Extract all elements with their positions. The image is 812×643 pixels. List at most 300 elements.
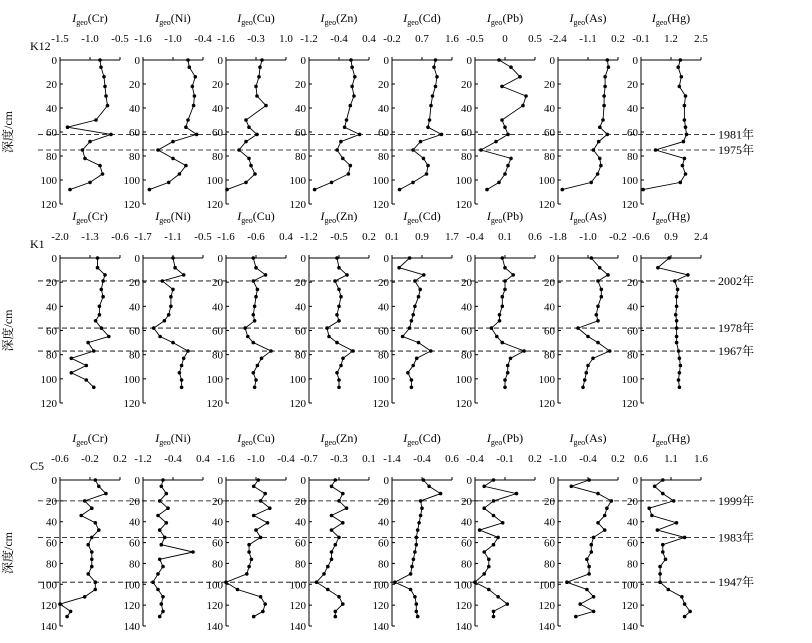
data-point (487, 558, 491, 562)
data-point (158, 528, 162, 532)
data-point (104, 492, 108, 496)
panel-cd-k12 (373, 11, 460, 211)
x-tick-label: -1.2 (300, 231, 318, 243)
data-point (70, 357, 74, 361)
panel-title: $I_{geo}(As)$ (569, 11, 607, 27)
y-tick-label: 120 (123, 600, 140, 613)
data-point (595, 313, 599, 317)
y-tick-label: 80 (627, 558, 638, 571)
x-tick-label: 1.7 (445, 231, 459, 243)
data-point (353, 75, 357, 79)
profile-line-ni (154, 258, 188, 387)
y-tick-label: 80 (378, 558, 389, 571)
data-point (252, 615, 256, 619)
y-tick-label: 0 (217, 253, 223, 265)
data-point (587, 572, 591, 576)
data-point (244, 181, 248, 185)
y-tick-label: 80 (212, 558, 223, 571)
data-point (252, 514, 256, 518)
data-point (426, 125, 430, 129)
data-point (188, 65, 192, 69)
data-point (590, 550, 594, 554)
data-point (156, 514, 160, 518)
y-tick-label: 20 (129, 495, 140, 508)
y-tick-label: 60 (129, 127, 140, 139)
y-tick-label: 100 (538, 373, 555, 386)
data-point (410, 319, 414, 323)
data-point (397, 266, 401, 270)
y-tick-label: 100 (289, 579, 306, 592)
x-tick-label: 0.1 (498, 231, 512, 243)
data-point (161, 478, 165, 482)
x-tick-label: -0.4 (413, 453, 431, 465)
data-point (98, 305, 102, 309)
y-tick-label: 140 (289, 621, 306, 633)
data-point (337, 386, 341, 390)
data-point (675, 319, 679, 323)
y-tick-label: 0 (466, 475, 472, 487)
y-tick-label: 40 (461, 516, 472, 529)
y-tick-label: 140 (40, 621, 57, 633)
y-tick-label: 80 (295, 349, 306, 362)
x-tick-label: -0.5 (330, 231, 348, 243)
data-point (675, 335, 679, 339)
panel-cu-c5 (207, 431, 296, 633)
data-point (337, 595, 341, 599)
data-point (596, 305, 600, 309)
y-tick-label: 60 (46, 537, 57, 550)
y-tick-label: 100 (372, 175, 389, 187)
y-tick-label: 120 (455, 600, 472, 613)
panel-hg-k12 (622, 11, 709, 211)
profile-line-cu (227, 60, 266, 190)
y-tick-label: 0 (466, 253, 472, 265)
y-tick-label: 40 (129, 103, 140, 115)
x-tick-label: 1.6 (694, 453, 708, 465)
y-tick-label: 80 (627, 349, 638, 362)
data-point (401, 335, 405, 339)
y-tick-label: 0 (632, 253, 638, 265)
data-point (106, 104, 110, 108)
y-tick-label: 0 (549, 475, 555, 487)
data-point (252, 313, 256, 317)
data-point (675, 326, 679, 330)
y-tick-label: 100 (40, 373, 57, 386)
data-point (254, 85, 258, 89)
y-tick-label: 80 (461, 349, 472, 362)
data-point (503, 266, 507, 270)
panel-hg-k1 (622, 209, 709, 410)
x-tick-label: 2.5 (694, 33, 708, 45)
data-point (661, 478, 665, 482)
data-point (599, 164, 603, 168)
y-tick-label: 80 (295, 558, 306, 571)
data-point (345, 118, 349, 122)
data-point (492, 478, 496, 482)
data-point (596, 172, 600, 176)
data-point (335, 256, 339, 260)
data-point (518, 75, 522, 79)
data-point (101, 172, 105, 176)
data-point (647, 506, 651, 510)
data-point (600, 295, 604, 299)
data-point (605, 506, 609, 510)
data-point (102, 75, 106, 79)
data-point (574, 615, 578, 619)
data-point (585, 588, 589, 592)
x-tick-label: 0.2 (611, 453, 625, 465)
y-tick-label: 80 (461, 558, 472, 571)
data-point (415, 602, 419, 606)
data-point (675, 521, 679, 525)
data-point (410, 565, 414, 569)
y-tick-label: 0 (383, 475, 389, 487)
y-tick-label: 20 (627, 79, 638, 91)
y-tick-label: 100 (289, 175, 306, 187)
x-tick-label: -1.8 (549, 231, 567, 243)
x-tick-label: -1.1 (164, 231, 182, 243)
y-tick-label: 120 (40, 398, 57, 410)
reference-year-label: 1983年 (718, 530, 755, 545)
y-tick-label: 120 (455, 199, 472, 211)
data-point (506, 164, 510, 168)
data-point (330, 550, 334, 554)
x-tick-label: 0.9 (415, 231, 429, 243)
data-point (678, 386, 682, 390)
panel-title: $I_{geo}(Cr)$ (72, 11, 108, 27)
data-point (661, 492, 665, 496)
data-point (330, 558, 334, 562)
profile-line-cr (71, 258, 109, 387)
data-point (225, 188, 229, 192)
y-tick-label: 120 (40, 199, 57, 211)
y-tick-label: 20 (46, 79, 57, 91)
data-point (570, 485, 574, 489)
y-tick-label: 40 (212, 301, 223, 314)
data-point (339, 140, 343, 144)
data-point (97, 485, 101, 489)
data-point (349, 104, 353, 108)
panel-title: $I_{geo}(Pb)$ (486, 11, 524, 27)
y-tick-label: 120 (621, 199, 638, 211)
data-point (90, 506, 94, 510)
data-point (254, 295, 258, 299)
y-tick-label: 60 (378, 537, 389, 550)
panel-title: $I_{geo}(Cu)$ (237, 209, 275, 225)
panel-as-k1 (539, 209, 627, 410)
data-point (596, 341, 600, 345)
x-tick-label: -1.3 (81, 231, 99, 243)
data-point (419, 140, 423, 144)
data-point (492, 610, 496, 614)
data-point (337, 378, 341, 382)
data-point (186, 58, 190, 62)
data-point (171, 157, 175, 161)
reference-year-label: 1978年 (718, 321, 755, 336)
data-point (478, 528, 482, 532)
data-point (256, 288, 260, 292)
data-point (247, 543, 251, 547)
y-tick-label: 40 (544, 301, 555, 314)
x-tick-label: 0.4 (196, 453, 210, 465)
y-tick-label: 60 (544, 325, 555, 338)
data-point (412, 558, 416, 562)
data-point (171, 256, 175, 260)
y-tick-label: 40 (461, 301, 472, 314)
data-point (247, 157, 251, 161)
y-tick-label: 0 (300, 475, 306, 487)
y-tick-label: 40 (627, 516, 638, 529)
profile-line-as (562, 60, 608, 190)
data-point (195, 133, 199, 137)
y-tick-label: 120 (289, 600, 306, 613)
data-point (596, 492, 600, 496)
data-point (103, 273, 107, 277)
data-point (98, 58, 102, 62)
x-tick-label: 1.2 (664, 33, 678, 45)
data-point (487, 588, 491, 592)
data-point (70, 371, 74, 375)
data-point (679, 181, 683, 185)
data-point (492, 514, 496, 518)
data-point (650, 514, 654, 518)
y-tick-label: 80 (378, 349, 389, 362)
y-tick-label: 120 (621, 398, 638, 410)
data-point (186, 118, 190, 122)
data-point (492, 543, 496, 547)
data-point (165, 521, 169, 525)
panel-zn-k1 (290, 209, 376, 410)
x-tick-label: 0.1 (362, 453, 376, 465)
panel-title: $I_{geo}(Hg)$ (651, 209, 691, 225)
y-tick-label: 20 (295, 79, 306, 91)
data-point (97, 528, 101, 532)
data-point (339, 364, 343, 368)
x-tick-label: 0.5 (528, 33, 542, 45)
data-point (167, 313, 171, 317)
panel-title: $I_{geo}(Cr)$ (72, 431, 108, 447)
y-tick-label: 120 (538, 199, 555, 211)
data-point (349, 58, 353, 62)
data-point (501, 256, 505, 260)
data-point (337, 319, 341, 323)
data-point (607, 65, 611, 69)
data-point (158, 558, 162, 562)
data-point (79, 514, 83, 518)
data-point (99, 65, 103, 69)
y-tick-label: 0 (51, 55, 57, 67)
data-point (255, 94, 259, 98)
data-point (160, 543, 164, 547)
y-tick-label: 40 (295, 103, 306, 115)
data-point (315, 580, 319, 584)
data-point (418, 288, 422, 292)
data-point (686, 273, 690, 277)
data-point (680, 595, 684, 599)
y-tick-label: 100 (538, 579, 555, 592)
y-tick-label: 120 (289, 199, 306, 211)
x-tick-label: -0.2 (383, 33, 401, 45)
data-point (497, 181, 501, 185)
data-point (641, 188, 645, 192)
data-point (264, 273, 268, 277)
data-point (68, 188, 72, 192)
panel-ni-c5 (124, 431, 211, 633)
panel-cr-k1 (41, 209, 130, 410)
data-point (88, 181, 92, 185)
data-point (341, 157, 345, 161)
data-point (330, 181, 334, 185)
data-point (515, 492, 519, 496)
y-tick-label: 20 (461, 79, 472, 91)
x-tick-label: 1.0 (279, 33, 293, 45)
profile-line-zn (315, 60, 360, 190)
panel-title: $I_{geo}(Pb)$ (486, 209, 524, 225)
data-point (419, 514, 423, 518)
core-k12-row (0, 11, 754, 211)
y-tick-label: 60 (212, 127, 223, 139)
data-point (335, 313, 339, 317)
y-tick-label: 0 (549, 253, 555, 265)
y-tick-label: 80 (544, 349, 555, 362)
panel-pb-k12 (456, 11, 543, 211)
profile-line-pb (481, 60, 526, 190)
x-tick-label: 0.9 (664, 231, 678, 243)
data-point (339, 295, 343, 299)
data-point (349, 164, 353, 168)
data-point (681, 164, 685, 168)
y-tick-label: 20 (544, 495, 555, 508)
y-tick-label: 0 (300, 55, 306, 67)
data-point (156, 572, 160, 576)
data-point (429, 104, 433, 108)
data-point (494, 140, 498, 144)
y-tick-label: 20 (212, 79, 223, 91)
data-point (587, 565, 591, 569)
data-point (156, 588, 160, 592)
y-tick-label: 60 (378, 325, 389, 338)
reference-year-label: 1975年 (718, 143, 755, 157)
y-tick-label: 60 (627, 537, 638, 550)
data-point (337, 288, 341, 292)
y-tick-label: 120 (289, 398, 306, 410)
data-point (103, 85, 107, 89)
data-point (583, 378, 587, 382)
y-tick-label: 0 (383, 55, 389, 67)
data-point (326, 588, 330, 592)
y-tick-label: 100 (123, 373, 140, 386)
y-tick-label: 80 (461, 151, 472, 163)
data-point (410, 378, 414, 382)
x-tick-label: -1.0 (247, 453, 265, 465)
x-tick-label: -0.4 (194, 33, 212, 45)
y-tick-label: 20 (461, 495, 472, 508)
y-tick-label: 40 (378, 516, 389, 529)
y-tick-label: 20 (295, 277, 306, 290)
data-point (171, 288, 175, 292)
y-tick-label: 60 (212, 325, 223, 338)
data-point (94, 478, 98, 482)
y-tick-label: 100 (621, 579, 638, 592)
data-point (683, 157, 687, 161)
data-point (85, 378, 89, 382)
data-point (596, 521, 600, 525)
y-tick-label: 100 (621, 373, 638, 386)
data-point (94, 588, 98, 592)
x-tick-label: 0.4 (279, 231, 293, 243)
data-point (498, 313, 502, 317)
panel-as-k12 (539, 11, 625, 211)
y-axis-label: 深度/cm (1, 532, 15, 574)
y-tick-label: 80 (46, 349, 57, 362)
data-point (679, 364, 683, 368)
x-tick-label: -0.5 (111, 33, 129, 45)
data-point (667, 588, 671, 592)
data-point (603, 514, 607, 518)
data-point (334, 478, 338, 482)
data-point (503, 125, 507, 129)
panel-title: $I_{geo}(Hg)$ (651, 11, 691, 27)
y-tick-label: 120 (123, 199, 140, 211)
data-point (683, 615, 687, 619)
x-tick-label: -1.5 (51, 33, 69, 45)
data-point (245, 572, 249, 576)
data-point (589, 181, 593, 185)
data-point (326, 565, 330, 569)
x-tick-label: -0.5 (194, 231, 212, 243)
data-point (601, 118, 605, 122)
x-tick-label: 0.2 (611, 33, 625, 45)
data-point (408, 256, 412, 260)
panel-title: $I_{geo}(Hg)$ (651, 431, 691, 447)
data-point (161, 595, 165, 599)
data-point (422, 157, 426, 161)
data-point (83, 595, 87, 599)
data-point (313, 188, 317, 192)
profile-line-cu (245, 258, 271, 387)
data-point (322, 572, 326, 576)
data-point (586, 364, 590, 368)
data-point (249, 164, 253, 168)
data-point (606, 273, 610, 277)
profile-line-pb (491, 258, 524, 387)
y-tick-label: 20 (46, 495, 57, 508)
data-point (85, 364, 89, 368)
data-point (411, 313, 415, 317)
data-point (260, 58, 264, 62)
data-point (658, 565, 662, 569)
data-point (509, 157, 513, 161)
y-tick-label: 120 (372, 199, 389, 211)
y-tick-label: 100 (206, 373, 223, 386)
data-point (398, 188, 402, 192)
data-point (600, 288, 604, 292)
data-point (683, 602, 687, 606)
data-point (254, 528, 258, 532)
data-point (503, 288, 507, 292)
panel-cu-k1 (207, 209, 294, 410)
data-point (180, 364, 184, 368)
x-tick-label: -1.1 (579, 33, 597, 45)
y-tick-label: 60 (295, 537, 306, 550)
x-tick-label: -1.4 (383, 453, 401, 465)
y-tick-label: 0 (217, 55, 223, 67)
x-tick-label: 1.1 (664, 453, 678, 465)
y-tick-label: 60 (212, 537, 223, 550)
x-tick-label: -0.2 (81, 453, 99, 465)
panel-pb-c5 (456, 431, 542, 633)
data-point (86, 341, 90, 345)
